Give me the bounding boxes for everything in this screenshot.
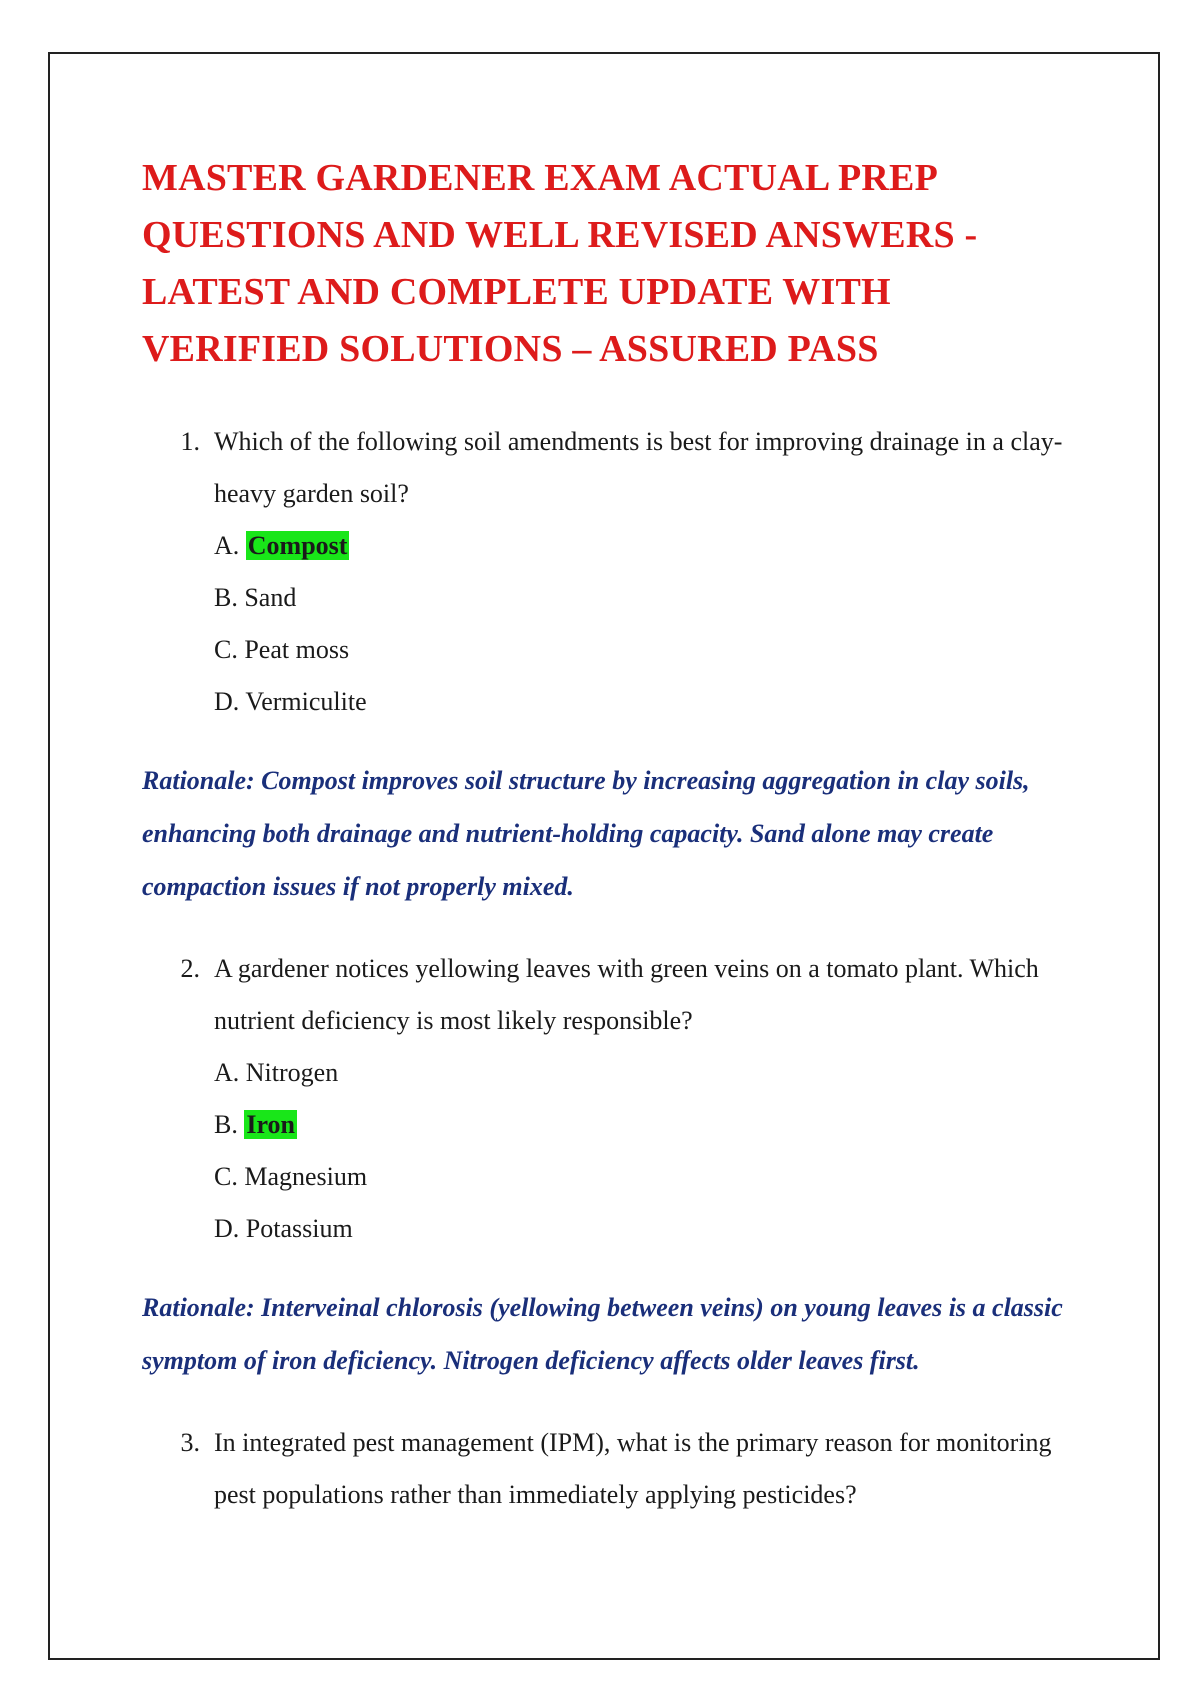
option-b: B. Sand	[214, 583, 297, 612]
question-text: A gardener notices yellowing leaves with green veins on a tomato plant. Which nutrient deficiency is most likely responsible?	[214, 954, 1039, 1035]
question-2	[142, 943, 1072, 1387]
answer-options	[214, 1047, 1072, 1255]
option-c: C. Magnesium	[214, 1162, 368, 1191]
question-1	[142, 416, 1072, 913]
option-d: D. Potassium	[214, 1214, 353, 1243]
question-number: 1.	[180, 427, 200, 456]
question-text: In integrated pest management (IPM), what is the primary reason for monitoring pest populations rather than immediately applying pesticides?	[214, 1428, 1052, 1509]
question-3	[142, 1417, 1072, 1521]
document-title: MASTER GARDENER EXAM ACTUAL PREP QUESTIONS AND WELL REVISED ANSWERS - LATEST AND COMPLETE UPDATE WITH VERIFIED SOLUTIONS – ASSURED PASS	[142, 157, 978, 370]
option-d: D. Vermiculite	[214, 687, 367, 716]
option-a: A. Nitrogen	[214, 1058, 339, 1087]
answer-options	[214, 520, 1072, 728]
option-c: C. Peat moss	[214, 635, 350, 664]
correct-answer-highlight: Compost	[247, 531, 348, 560]
correct-answer-highlight: Iron	[246, 1110, 295, 1139]
question-number: 3.	[180, 1428, 200, 1457]
question-number: 2.	[180, 954, 200, 983]
option-a: A. Compost	[214, 531, 348, 560]
option-b: B. Iron	[214, 1110, 295, 1139]
rationale: Rationale: Compost improves soil structure by increasing aggregation in clay soils, enhancing both drainage and nutrient-holding capacity. Sand alone may create compaction issues if not properly mixed.	[142, 766, 1030, 901]
document-body	[142, 150, 1072, 1521]
rationale: Rationale: Interveinal chlorosis (yellowing between veins) on young leaves is a classic symptom of iron deficiency. Nitrogen deficiency affects older leaves first.	[142, 1293, 1063, 1375]
question-text: Which of the following soil amendments is best for improving drainage in a clay-heavy garden soil?	[214, 427, 1063, 508]
